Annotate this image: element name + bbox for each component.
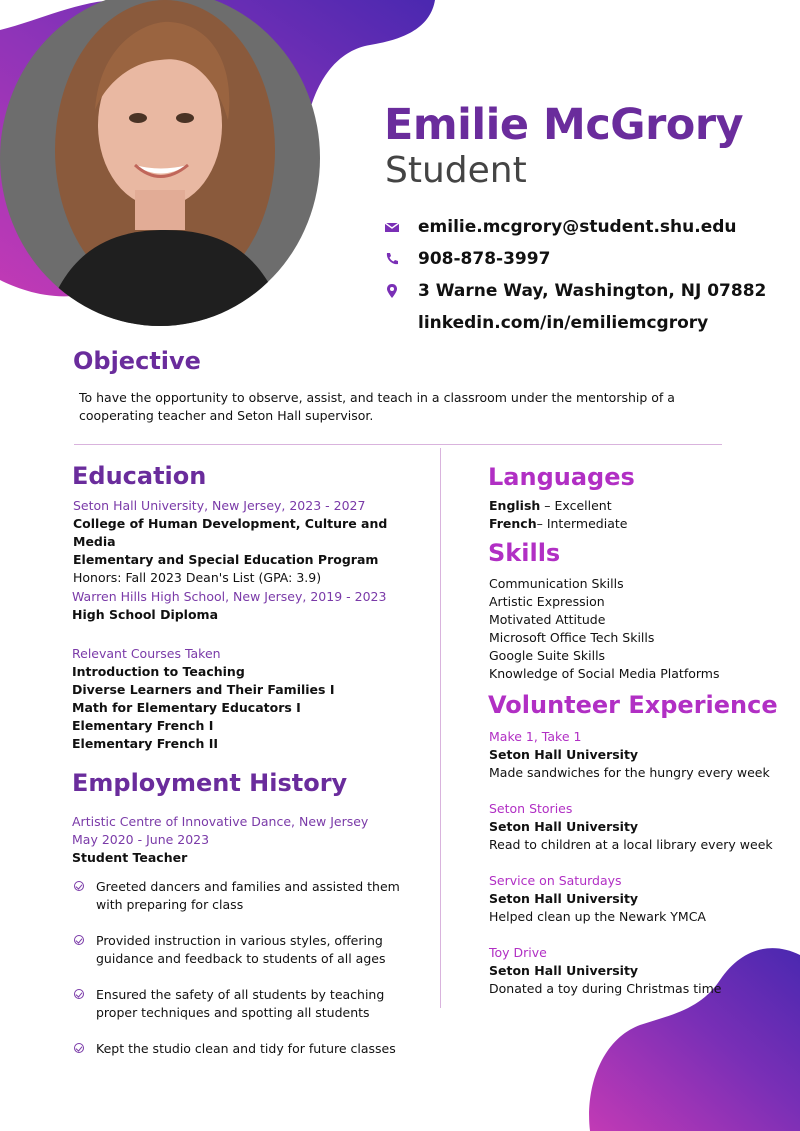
employment-position: Student Teacher	[72, 850, 188, 865]
contact-linkedin[interactable]	[385, 313, 785, 335]
skills-list	[489, 575, 789, 683]
language-name: English	[489, 498, 541, 513]
skill-item: Knowledge of Social Media Platforms	[489, 666, 720, 681]
course-item: Elementary French II	[72, 736, 219, 751]
phone-icon	[385, 252, 399, 266]
check-circle-icon	[74, 935, 84, 945]
language-level: – Excellent	[540, 498, 612, 513]
name-heading: Emilie McGrory	[384, 100, 744, 150]
volunteer-desc: Read to children at a local library every week	[489, 837, 773, 852]
course-item: Math for Elementary Educators I	[72, 700, 301, 715]
education-program: Elementary and Special Education Program	[73, 552, 379, 567]
education-school-2: Warren Hills High School, New Jersey, 2019 - 2023	[72, 589, 387, 604]
courses-block	[72, 645, 432, 753]
education-school-1: Seton Hall University, New Jersey, 2023 - 2027	[73, 498, 366, 513]
languages-heading: Languages	[488, 463, 635, 491]
volunteer-org: Seton Hall University	[489, 819, 639, 834]
education-college: College of Human Development, Culture and Media	[73, 516, 388, 549]
courses-heading: Relevant Courses Taken	[72, 646, 221, 661]
bullet-line: guidance and feedback to students of all ages	[96, 951, 386, 966]
contact-email[interactable]	[385, 217, 785, 239]
skill-item: Artistic Expression	[489, 594, 605, 609]
volunteer-event: Make 1, Take 1	[489, 729, 582, 744]
languages-list	[489, 497, 789, 533]
volunteer-desc: Donated a toy during Christmas time	[489, 981, 722, 996]
bullet-line: proper techniques and spotting all students	[96, 1005, 370, 1020]
address-text: 3 Warne Way, Washington, NJ 07882	[418, 281, 767, 301]
objective-line-1: To have the opportunity to observe, assist, and teach in a classroom under the mentorship of a	[79, 390, 675, 405]
bullet-line: Provided instruction in various styles, offering	[96, 933, 383, 948]
contact-phone[interactable]	[385, 249, 785, 271]
volunteer-event: Toy Drive	[489, 945, 547, 960]
bullet-line: Ensured the safety of all students by teaching	[96, 987, 385, 1002]
education-honors: Honors: Fall 2023 Dean's List (GPA: 3.9)	[73, 570, 322, 585]
employment-bullet	[96, 932, 416, 968]
volunteer-org: Seton Hall University	[489, 891, 639, 906]
skills-heading: Skills	[488, 539, 561, 567]
course-item: Elementary French I	[72, 718, 214, 733]
contact-address	[385, 281, 795, 303]
education-highschool	[72, 588, 432, 624]
bullet-line: with preparing for class	[96, 897, 244, 912]
objective-text	[79, 389, 729, 425]
objective-heading: Objective	[73, 347, 201, 375]
skill-item: Motivated Attitude	[489, 612, 606, 627]
employment-dates: May 2020 - June 2023	[72, 832, 210, 847]
volunteer-item	[489, 800, 789, 854]
volunteer-item	[489, 872, 789, 926]
volunteer-event: Seton Stories	[489, 801, 573, 816]
education-block	[73, 497, 433, 587]
divider-vertical	[440, 448, 441, 1008]
volunteer-desc: Made sandwiches for the hungry every week	[489, 765, 770, 780]
bullet-line: Greeted dancers and families and assisted them	[96, 879, 400, 894]
employment-header-block	[72, 813, 432, 867]
volunteer-org: Seton Hall University	[489, 747, 639, 762]
skill-item: Communication Skills	[489, 576, 624, 591]
check-circle-icon	[74, 1043, 84, 1053]
employment-bullet	[96, 878, 416, 914]
skill-item: Google Suite Skills	[489, 648, 606, 663]
education-heading: Education	[72, 462, 207, 490]
volunteer-event: Service on Saturdays	[489, 873, 622, 888]
employment-employer: Artistic Centre of Innovative Dance, New Jersey	[72, 814, 369, 829]
skill-item: Microsoft Office Tech Skills	[489, 630, 655, 645]
language-item	[489, 515, 789, 533]
education-diploma: High School Diploma	[72, 607, 219, 622]
volunteer-item	[489, 944, 789, 998]
language-level: – Intermediate	[536, 516, 628, 531]
objective-line-2: cooperating teacher and Seton Hall supervisor.	[79, 408, 374, 423]
email-text: emilie.mcgrory@student.shu.edu	[418, 217, 737, 237]
course-item: Introduction to Teaching	[72, 664, 245, 679]
volunteer-heading: Volunteer Experience	[488, 691, 778, 719]
location-pin-icon	[385, 284, 399, 298]
volunteer-org: Seton Hall University	[489, 963, 639, 978]
check-circle-icon	[74, 989, 84, 999]
divider-horizontal	[74, 444, 722, 445]
language-name: French	[489, 516, 537, 531]
phone-text: 908-878-3997	[418, 249, 551, 269]
language-item	[489, 497, 789, 515]
volunteer-item	[489, 728, 789, 782]
employment-bullet	[96, 1040, 416, 1058]
check-circle-icon	[74, 881, 84, 891]
bullet-line: Kept the studio clean and tidy for future classes	[96, 1041, 396, 1056]
envelope-icon	[385, 220, 399, 234]
role-subtitle: Student	[385, 150, 527, 191]
volunteer-desc: Helped clean up the Newark YMCA	[489, 909, 706, 924]
course-item: Diverse Learners and Their Families I	[72, 682, 335, 697]
linkedin-text: linkedin.com/in/emiliemcgrory	[418, 313, 709, 333]
employment-bullet	[96, 986, 416, 1022]
employment-heading: Employment History	[72, 769, 348, 797]
